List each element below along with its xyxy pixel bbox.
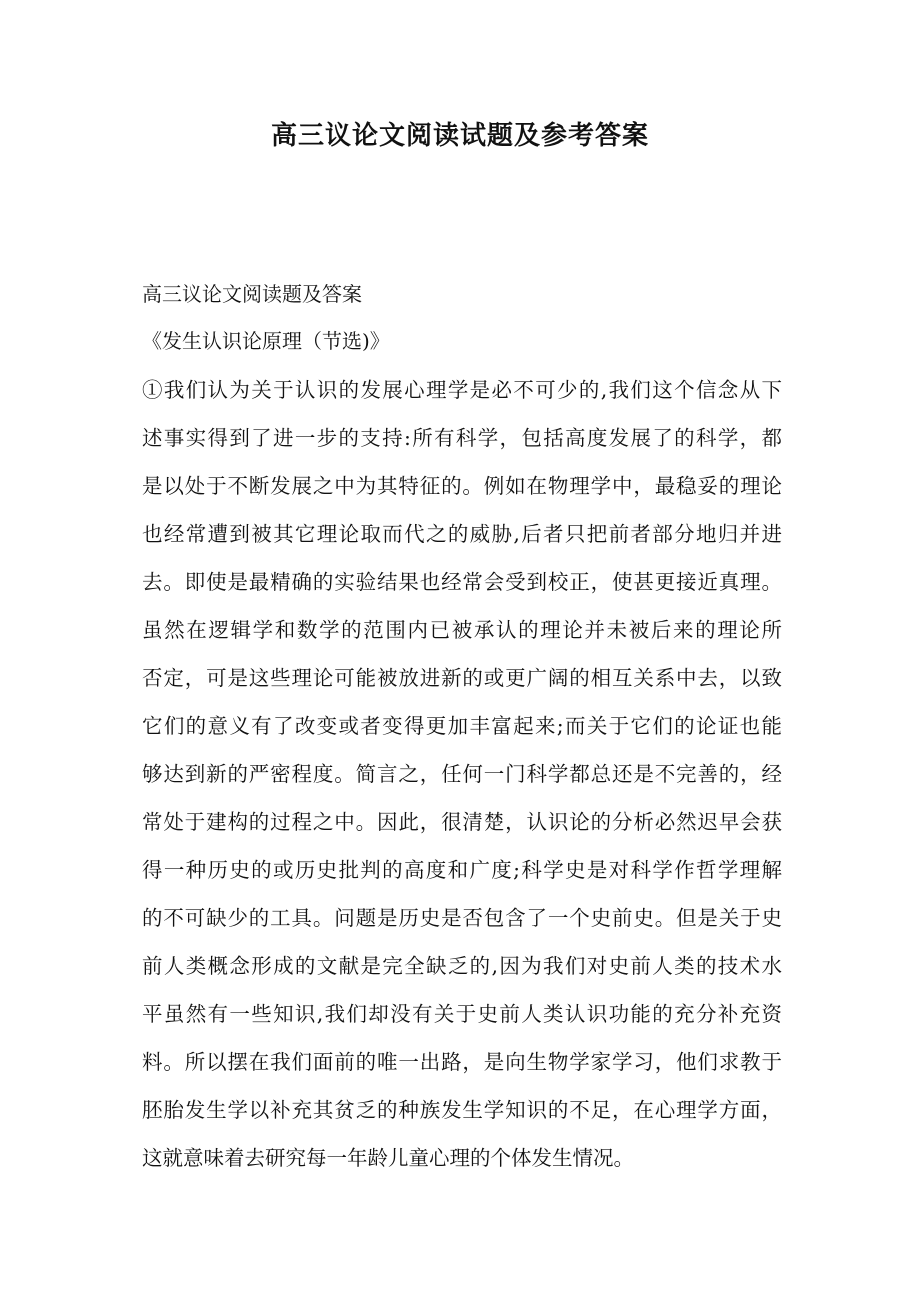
body-paragraph — [142, 372, 782, 1188]
paragraph-line: 前人类概念形成的文献是完全缺乏的,因为我们对史前人类的技术水 — [142, 954, 782, 978]
paragraph-line: ①我们认为关于认识的发展心理学是必不可少的,我们这个信念从下 — [142, 378, 782, 402]
paragraph-line: 常处于建构的过程之中。因此，很清楚，认识论的分析必然迟早会获 — [142, 810, 782, 834]
paragraph-line: 去。即使是最精确的实验结果也经常会受到校正，使甚更接近真理。 — [142, 570, 782, 594]
document-title: 高三议论文阅读试题及参考答案 — [270, 121, 649, 151]
paragraph-line: 述事实得到了进一步的支持:所有科学，包括高度发展了的科学，都 — [142, 426, 782, 450]
paragraph-line: 得一种历史的或历史批判的高度和广度;科学史是对科学作哲学理解 — [142, 858, 782, 882]
passage-title: 《发生认识论原理（节选)》 — [142, 329, 390, 353]
paragraph-line: 胚胎发生学以补充其贫乏的种族发生学知识的不足，在心理学方面， — [142, 1098, 782, 1122]
paragraph-line: 它们的意义有了改变或者变得更加丰富起来;而关于它们的论证也能 — [142, 714, 782, 738]
paragraph-line: 是以处于不断发展之中为其特征的。例如在物理学中，最稳妥的理论 — [142, 474, 782, 498]
paragraph-line: 的不可缺少的工具。问题是历史是否包含了一个史前史。但是关于史 — [142, 906, 782, 930]
paragraph-line: 否定，可是这些理论可能被放进新的或更广阔的相互关系中去，以致 — [142, 666, 782, 690]
section-heading: 高三议论文阅读题及答案 — [142, 282, 362, 306]
paragraph-line: 料。所以摆在我们面前的唯一出路，是向生物学家学习，他们求教于 — [142, 1050, 782, 1074]
paragraph-line: 平虽然有一些知识,我们却没有关于史前人类认识功能的充分补充资 — [142, 1002, 782, 1026]
paragraph-line: 虽然在逻辑学和数学的范围内已被承认的理论并未被后来的理论所 — [142, 618, 782, 642]
paragraph-line: 也经常遭到被其它理论取而代之的威胁,后者只把前者部分地归并进 — [142, 522, 782, 546]
paragraph-line: 够达到新的严密程度。简言之，任何一门科学都总还是不完善的，经 — [142, 762, 782, 786]
paragraph-line: 这就意味着去研究每一年龄儿童心理的个体发生情况。 — [142, 1146, 634, 1170]
